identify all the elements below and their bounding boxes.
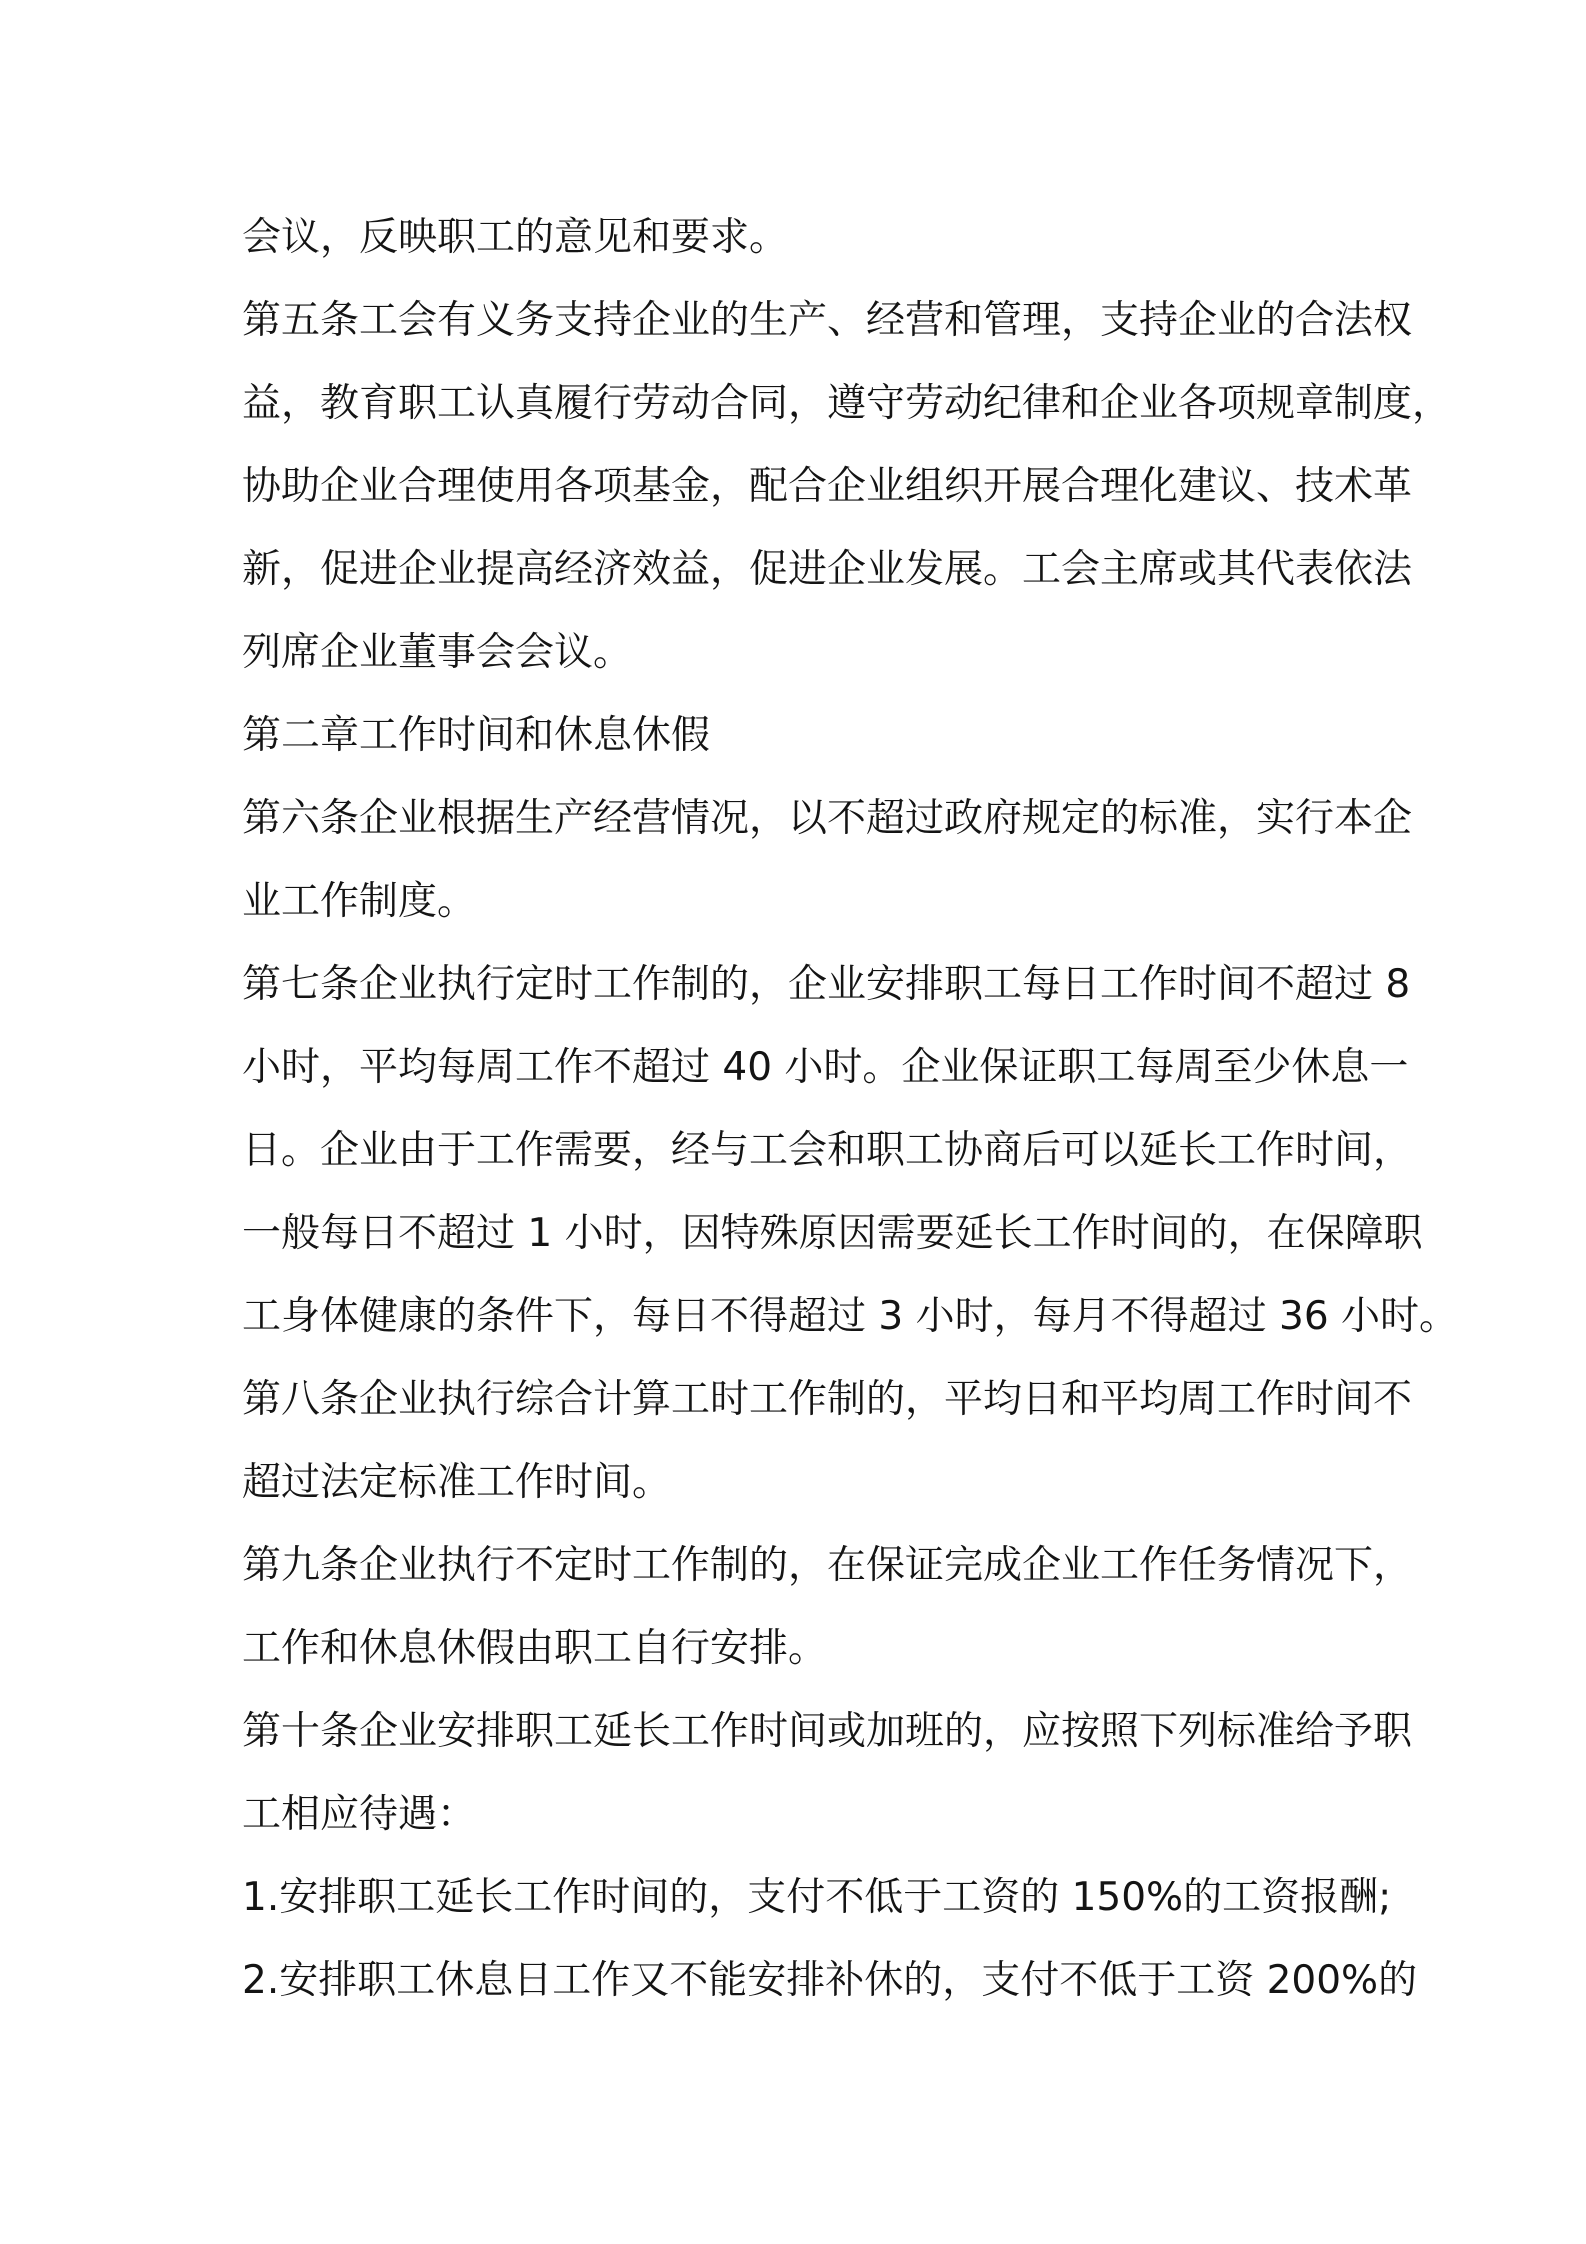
list-item: 1.安排职工延长工作时间的，支付不低于工资的 150%的工资报酬; [242,1875,1392,1920]
text-line: 小时，平均每周工作不超过 40 小时。企业保证职工每周至少休息一 [242,1045,1409,1090]
text-line: 第六条企业根据生产经营情况，以不超过政府规定的标准，实行本企 [242,796,1413,841]
text-line: 第五条工会有义务支持企业的生产、经营和管理，支持企业的合法权 [242,298,1413,343]
text-line: 益，教育职工认真履行劳动合同，遵守劳动纪律和企业各项规章制度， [242,381,1452,426]
text-line: 第十条企业安排职工延长工作时间或加班的，应按照下列标准给予职 [242,1709,1413,1754]
text-line: 超过法定标准工作时间。 [242,1460,672,1505]
text-line: 工相应待遇： [242,1792,477,1837]
text-line: 协助企业合理使用各项基金，配合企业组织开展合理化建议、技术革 [242,464,1413,509]
text-line: 新，促进企业提高经济效益，促进企业发展。工会主席或其代表依法 [242,547,1413,592]
text-line: 第七条企业执行定时工作制的，企业安排职工每日工作时间不超过 8 [242,962,1411,1007]
text-line: 第八条企业执行综合计算工时工作制的，平均日和平均周工作时间不 [242,1377,1413,1422]
chapter-heading: 第二章工作时间和休息休假 [242,713,711,758]
document-body [242,196,1459,2022]
text-line: 会议，反映职工的意见和要求。 [242,215,789,260]
text-line: 第九条企业执行不定时工作制的，在保证完成企业工作任务情况下， [242,1543,1413,1588]
text-line: 业工作制度。 [242,879,477,924]
text-line: 列席企业董事会会议。 [242,630,633,675]
text-line: 工身体健康的条件下，每日不得超过 3 小时，每月不得超过 36 小时。 [242,1294,1459,1339]
text-line: 日。企业由于工作需要，经与工会和职工协商后可以延长工作时间， [242,1128,1413,1173]
list-item: 2.安排职工休息日工作又不能安排补休的，支付不低于工资 200%的 [242,1958,1418,2003]
text-line: 工作和休息休假由职工自行安排。 [242,1626,828,1671]
text-line: 一般每日不超过 1 小时，因特殊原因需要延长工作时间的，在保障职 [242,1211,1423,1256]
